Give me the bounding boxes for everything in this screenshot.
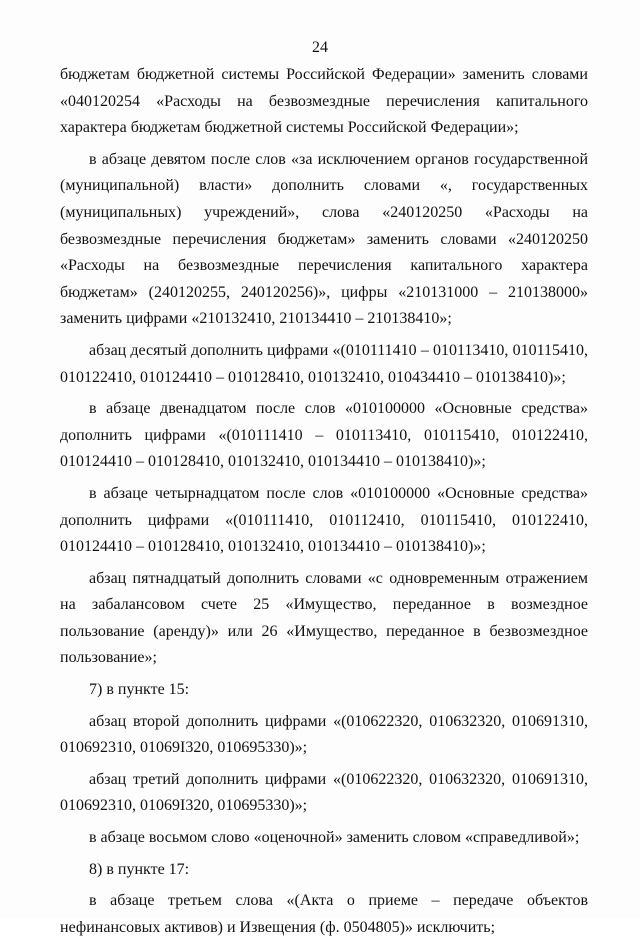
paragraph-4: в абзаце двенадцатом после слов «010100000 «Основные средства» дополнить цифрами «(010111410 – 010113410, 010115410, 010122410, 010124410 – 010128410, 010132410, 010134410 – 010138410)»; — [60, 400, 588, 471]
paragraph-11-heading: 8) в пункте 17: — [89, 860, 190, 878]
paragraph-12: в абзаце третьем слова «(Акта о приеме – передаче объектов нефинансовых активов) и Извещения (ф. 0504805)» исключить; — [60, 892, 588, 936]
paragraph-5: в абзаце четырнадцатом после слов «010100000 «Основные средства» дополнить цифрами «(010111410, 010112410, 010115410, 010122410, 010124410 – 010128410, 010132410, 010134410 – 010138410)»; — [60, 484, 588, 556]
paragraph-10: в абзаце восьмом слово «оценочной» заменить словом «справедливой»; — [89, 829, 580, 847]
paragraph-6: абзац пятнадцатый дополнить словами «с одновременным отражением на забалансовом счете 25 «Имущество, переданное в возмездное пользование (аренду)» или 26 «Имущество, переданное в безвозмездное пользование»; — [60, 569, 588, 667]
document-body — [60, 62, 588, 946]
paragraph-7-heading: 7) в пункте 15: — [89, 681, 190, 699]
paragraph-1: бюджетам бюджетной системы Российской Федерации» заменить словами «040120254 «Расходы на безвозмездные перечисления капитального характера бюджетам бюджетной системы Российской Федерации»; — [60, 66, 588, 137]
paragraph-9: абзац третий дополнить цифрами «(010622320, 010632320, 010691310, 010692310, 01069I320, 010695330)»; — [60, 770, 588, 815]
paragraph-3: абзац десятый дополнить цифрами «(010111410 – 010113410, 010115410, 010122410, 010124410 – 010128410, 010132410, 010434410 – 010138410)»; — [60, 341, 588, 386]
page-number: 24 — [312, 39, 328, 56]
paragraph-2: в абзаце девятом после слов «за исключением органов государственной (муниципальной) власти» дополнить словами «, государственных (муниципальных) учреждений», слова «240120250 «Расходы на безвозмездные перечисления бюджетам» заменить словами «240120250 «Расходы на безвозмездные перечисления капитального характера бюджетам» (240120255, 240120256)», цифры «210131000 – 210138000» заменить цифрами «210132410, 210134410 – 210138410»; — [60, 150, 588, 328]
paragraph-8: абзац второй дополнить цифрами «(010622320, 010632320, 010691310, 010692310, 01069I320, 010695330)»; — [60, 712, 588, 757]
